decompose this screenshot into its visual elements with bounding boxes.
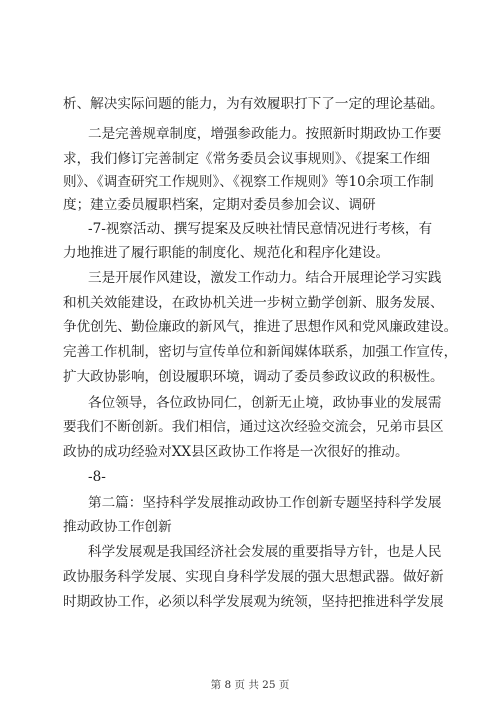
text-line	[0, 171, 500, 193]
text-line-content: 三是开展作风建设，激发工作动力。结合开展理论学习实践	[88, 270, 442, 286]
section-title-line	[0, 492, 500, 514]
text-line-content: 扩大政协影响，创设履职环境，调动了委员参政议政的积极性。	[63, 369, 444, 385]
text-line-content: 要我们不断创新。我们相信，通过这次经验交流会，兄弟市县区	[63, 419, 444, 435]
text-line-content: 科学发展观是我国经济社会发展的重要指导方针，也是人民	[88, 544, 442, 560]
text-line	[0, 566, 500, 588]
text-line	[0, 194, 500, 216]
text-line	[0, 591, 500, 613]
text-line	[0, 366, 500, 388]
text-line-content: 争优创先、勤俭廉政的新风气，推进了思想作风和党风廉政建设。	[63, 319, 458, 335]
text-line-content: 和机关效能建设，在政协机关进一步树立勤学创新、服务发展、	[63, 295, 444, 311]
text-line	[0, 267, 500, 289]
text-line-content: 完善工作机制，密切与宣传单位和新闻媒体联系，加强工作宣传，	[63, 344, 458, 360]
text-line	[0, 123, 500, 145]
text-line-content: 析、解决实际问题的能力，为有效履职打下了一定的理论基础。	[63, 96, 444, 112]
text-line-content: 度；建立委员履职档案，定期对委员参加会议、调研	[63, 197, 376, 213]
text-line	[0, 316, 500, 338]
page-marker	[0, 466, 500, 488]
text-line	[0, 242, 500, 264]
section-title-text: 推动政协工作创新	[63, 519, 172, 535]
text-line-content: 时期政协工作，必须以科学发展观为统领，坚持把推进科学发展	[63, 594, 444, 610]
text-line-content: 则》、《调查研究工作规则》、《视察工作规则》等10余项工作制	[63, 174, 434, 190]
page-marker-text: -8-	[88, 469, 106, 485]
text-line-content: 各位领导，各位政协同仁，创新无止境，政协事业的发展需	[88, 395, 442, 411]
text-line	[0, 441, 500, 463]
section-title-line	[0, 516, 500, 538]
section-title-text: 第二篇：坚持科学发展推动政协工作创新专题坚持科学发展	[88, 495, 442, 511]
text-line-content: -7-视察活动、撰写提案及反映社情民意情况进行考核，有	[88, 221, 433, 237]
text-line	[0, 541, 500, 563]
text-line	[0, 93, 500, 115]
text-line	[0, 292, 500, 314]
text-line-content: 二是完善规章制度，增强参政能力。按照新时期政协工作要	[88, 126, 442, 142]
text-line	[0, 392, 500, 414]
text-line	[0, 148, 500, 170]
text-line	[0, 341, 500, 363]
text-line	[0, 218, 500, 240]
text-line-content: 政协服务科学发展、实现自身科学发展的强大思想武器。做好新	[63, 569, 444, 585]
text-line	[0, 416, 500, 438]
text-line-content: 政协的成功经验对XX县区政协工作将是一次很好的推动。	[63, 444, 409, 460]
page-footer: 第 8 页 共 25 页	[210, 679, 290, 691]
text-line-content: 力地推进了履行职能的制度化、规范化和程序化建设。	[63, 245, 390, 261]
text-line-content: 求，我们修订完善制定《常务委员会议事规则》、《提案工作细	[63, 151, 431, 167]
